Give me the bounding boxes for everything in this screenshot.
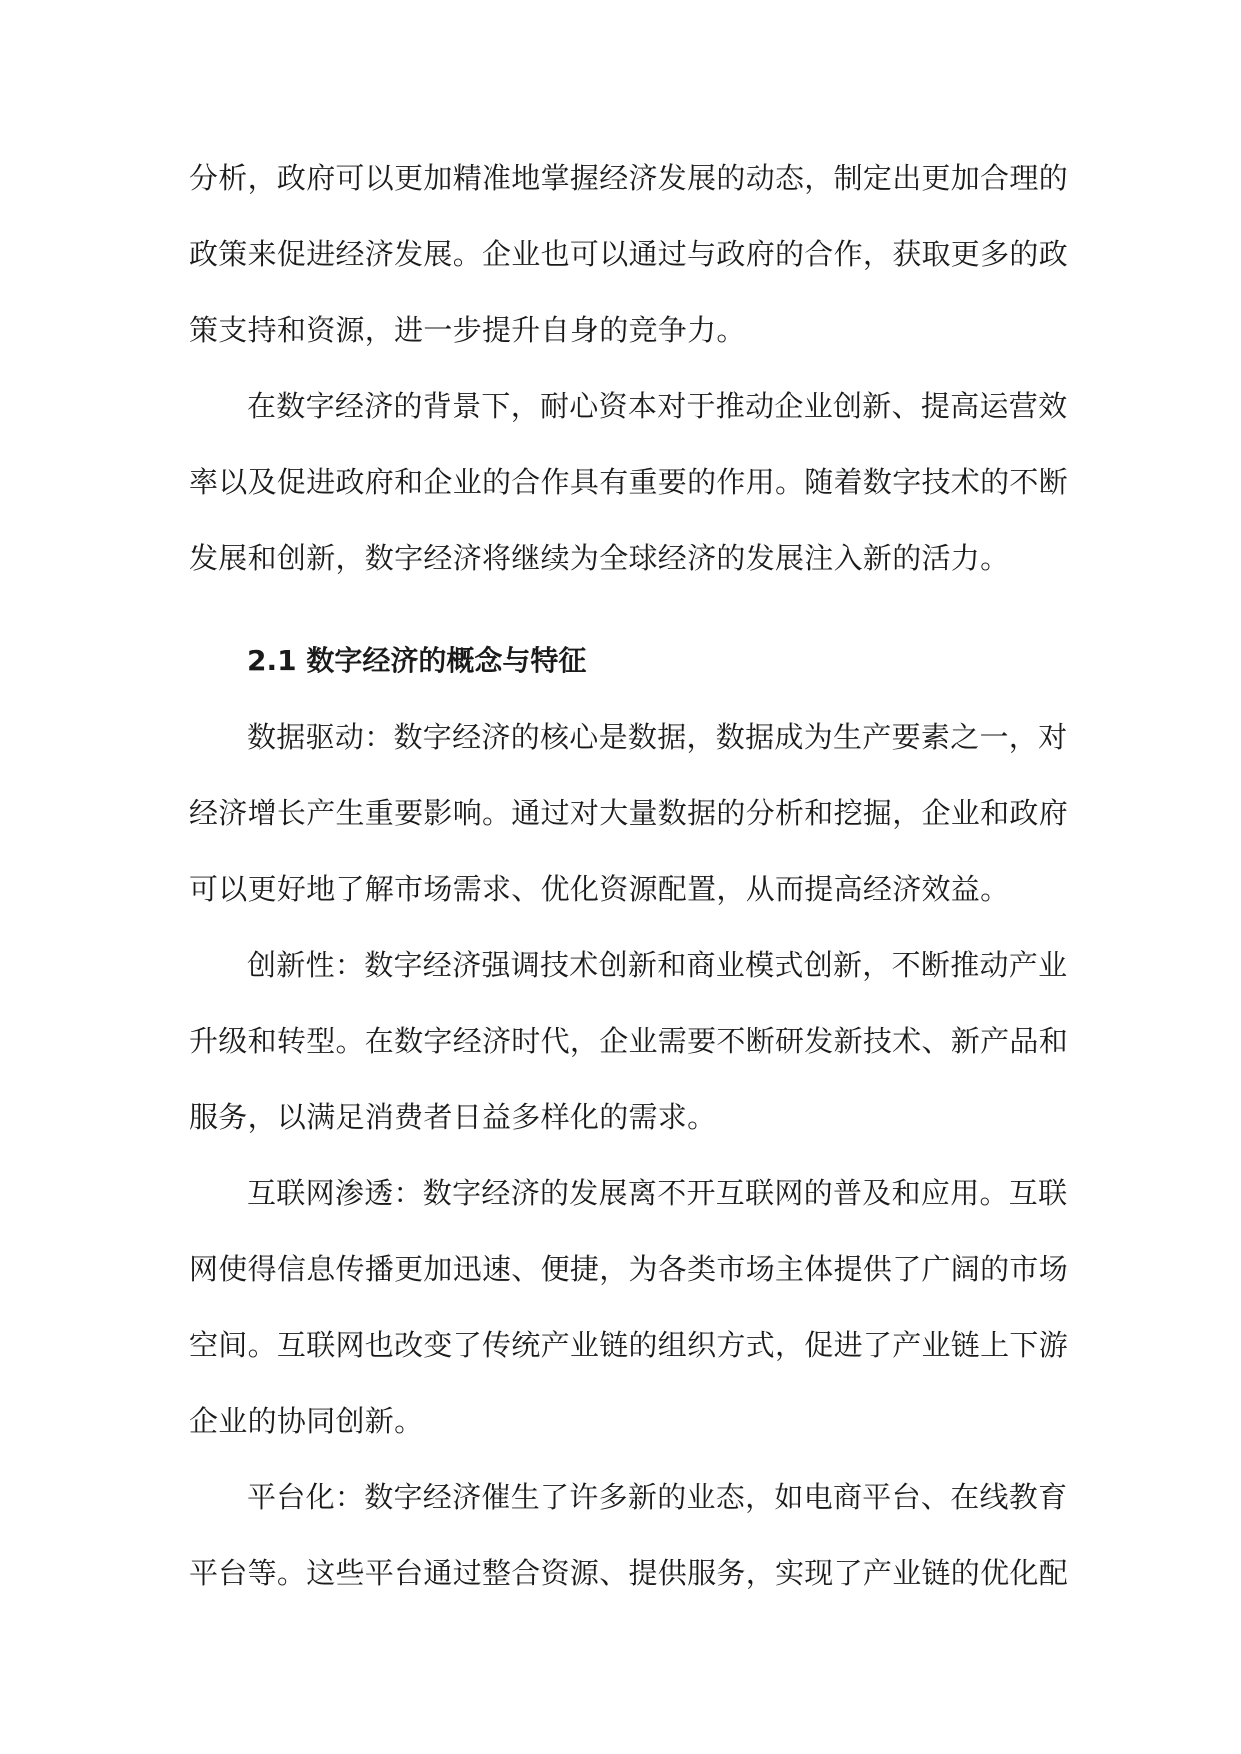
text-line: 发展和创新，数字经济将继续为全球经济的发展注入新的活力。 — [189, 541, 1010, 575]
text-line: 升级和转型。在数字经济时代，企业需要不断研发新技术、新产品和 — [189, 1024, 1069, 1058]
paragraph-data-driven — [189, 699, 1069, 927]
paragraph-government-policy — [189, 140, 1069, 368]
text-line: 在数字经济的背景下，耐心资本对于推动企业创新、提高运营效 — [247, 389, 1068, 423]
paragraph-innovation — [189, 927, 1069, 1155]
text-line: 平台等。这些平台通过整合资源、提供服务，实现了产业链的优化配 — [189, 1556, 1069, 1590]
text-line: 数据驱动：数字经济的核心是数据，数据成为生产要素之一，对 — [247, 720, 1068, 754]
text-line: 网使得信息传播更加迅速、便捷，为各类市场主体提供了广阔的市场 — [189, 1252, 1069, 1286]
paragraph-patient-capital — [189, 368, 1069, 596]
section-spacer — [189, 596, 1054, 623]
text-line: 服务，以满足消费者日益多样化的需求。 — [189, 1100, 717, 1134]
paragraph-internet-penetration — [189, 1155, 1069, 1459]
text-line: 率以及促进政府和企业的合作具有重要的作用。随着数字技术的不断 — [189, 465, 1069, 499]
paragraph-platformization — [189, 1459, 1069, 1611]
text-line: 空间。互联网也改变了传统产业链的组织方式，促进了产业链上下游 — [189, 1328, 1069, 1362]
text-line: 企业的协同创新。 — [189, 1404, 424, 1438]
text-line: 分析，政府可以更加精准地掌握经济发展的动态，制定出更加合理的 — [189, 161, 1069, 195]
section-heading: 2.1 数字经济的概念与特征 — [247, 644, 587, 677]
document-page — [189, 140, 1069, 1611]
text-line: 政策来促进经济发展。企业也可以通过与政府的合作，获取更多的政 — [189, 237, 1069, 271]
text-line: 可以更好地了解市场需求、优化资源配置，从而提高经济效益。 — [189, 872, 1010, 906]
text-line: 互联网渗透：数字经济的发展离不开互联网的普及和应用。互联 — [247, 1176, 1068, 1210]
text-line: 经济增长产生重要影响。通过对大量数据的分析和挖掘，企业和政府 — [189, 796, 1069, 830]
text-line: 平台化：数字经济催生了许多新的业态，如电商平台、在线教育 — [247, 1480, 1068, 1514]
text-line: 创新性：数字经济强调技术创新和商业模式创新，不断推动产业 — [247, 948, 1068, 982]
text-line: 策支持和资源，进一步提升自身的竞争力。 — [189, 313, 746, 347]
